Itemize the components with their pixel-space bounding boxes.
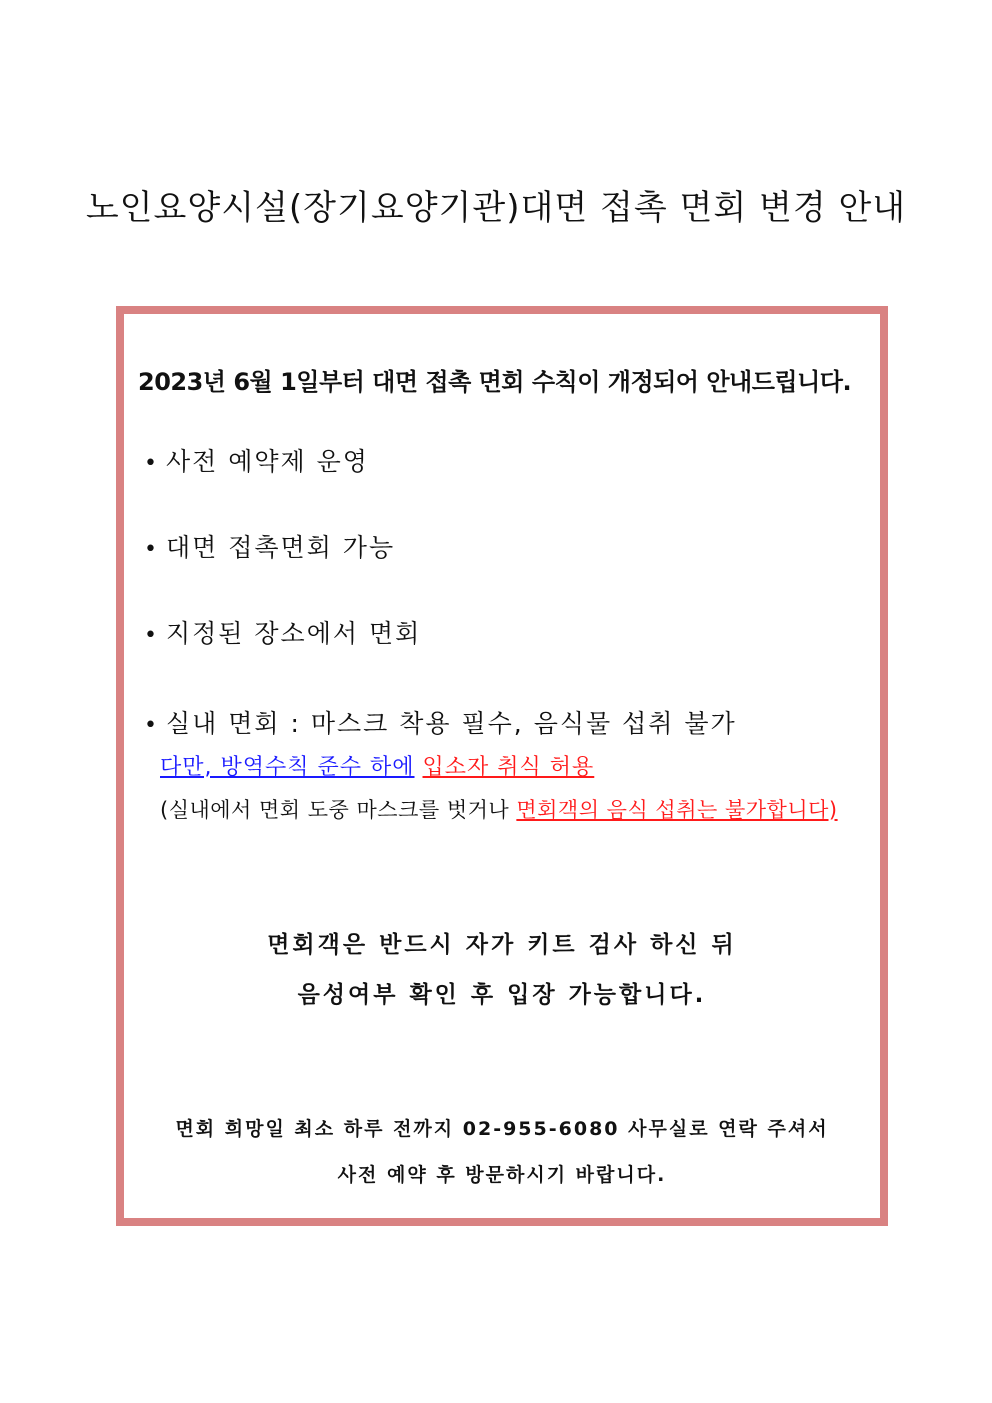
bullet-item-reservation: [144, 442, 369, 478]
bullet-icon: •: [144, 537, 159, 562]
bullet-text: 지정된 장소에서 면회: [166, 619, 422, 648]
exception-allowance: 입소자 취식 허용: [422, 755, 595, 780]
exception-condition: 다만, 방역수칙 준수 하에: [160, 755, 415, 780]
contact-line-2: 사전 예약 후 방문하시기 바랍니다.: [337, 1164, 667, 1186]
note-warning: 면회객의 음식 섭취는 불가합니다): [516, 798, 838, 822]
bullet-icon: •: [144, 713, 159, 738]
bullet-item-indoor-rules: [144, 704, 737, 740]
contact-line-1: 면회 희망일 최소 하루 전까지 02-955-6080 사무실로 연락 주셔서: [175, 1118, 829, 1140]
note-line: [160, 794, 838, 824]
notice-box: [116, 306, 888, 1226]
bullet-item-designated-place: [144, 614, 421, 650]
bullet-text: 실내 면회 : 마스크 착용 필수, 음식물 섭취 불가: [166, 709, 737, 738]
bullet-text: 사전 예약제 운영: [166, 447, 369, 476]
note-prefix: (실내에서 면회 도중 마스크를 벗거나: [160, 798, 517, 822]
page-title: 노인요양시설(장기요양기관)대면 접촉 면회 변경 안내: [85, 188, 907, 228]
test-instruction-line-2: 음성여부 확인 후 입장 가능합니다.: [297, 982, 707, 1008]
test-instruction-line-1: 면회객은 반드시 자가 키트 검사 하신 뒤: [267, 932, 737, 958]
bullet-icon: •: [144, 623, 159, 648]
bullet-item-contact-visit: [144, 528, 395, 564]
exception-line: [160, 750, 594, 781]
bullet-text: 대면 접촉면회 가능: [166, 533, 396, 562]
notice-headline: 2023년 6월 1일부터 대면 접촉 면회 수칙이 개정되어 안내드립니다.: [138, 368, 852, 396]
bullet-icon: •: [144, 451, 159, 476]
